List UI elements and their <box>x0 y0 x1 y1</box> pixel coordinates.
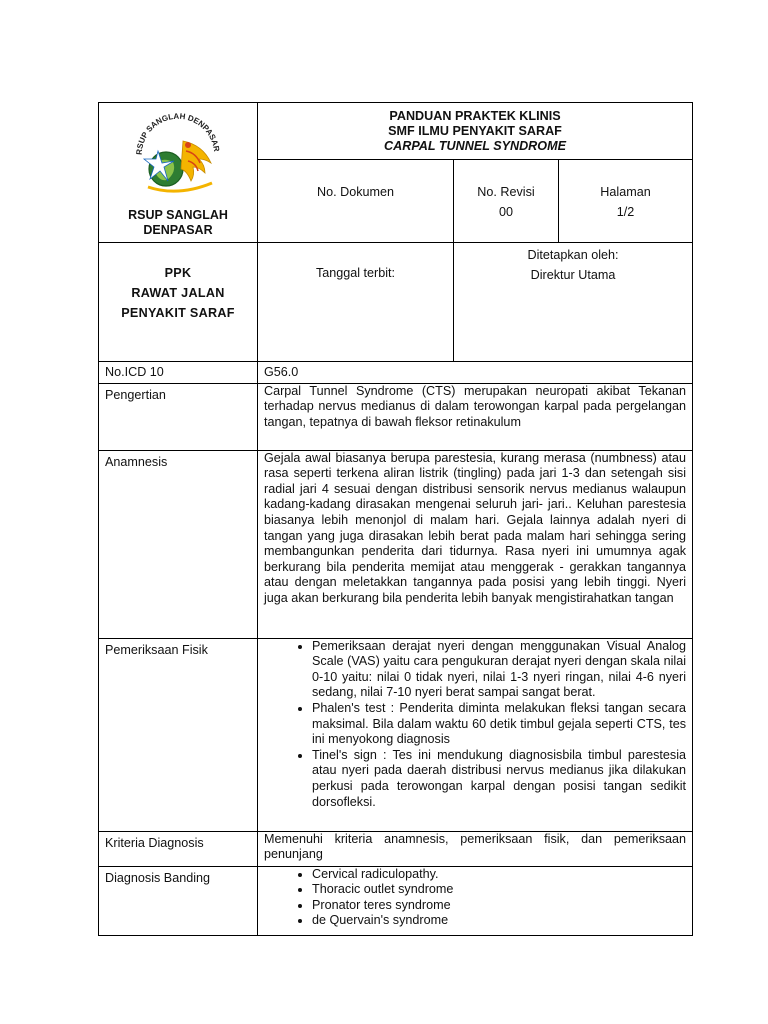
no-dokumen-cell <box>258 159 454 242</box>
diagnosis-banding-content <box>258 866 693 935</box>
pemeriksaan-fisik-content <box>258 638 693 831</box>
kriteria-diagnosis-label: Kriteria Diagnosis <box>99 831 258 866</box>
ditetapkan-label: Ditetapkan oleh: <box>527 247 619 262</box>
ditetapkan-cell <box>454 242 693 361</box>
anamnesis-label: Anamnesis <box>99 450 258 638</box>
icd-label: No.ICD 10 <box>99 361 258 383</box>
pemeriksaan-fisik-label: Pemeriksaan Fisik <box>99 638 258 831</box>
pengertian-label: Pengertian <box>99 383 258 450</box>
svg-text:RSUP SANGLAH DENPASAR: RSUP SANGLAH DENPASAR <box>134 111 222 156</box>
no-dokumen-label: No. Dokumen <box>317 184 394 199</box>
list-item: • Cervical radiculopathy. <box>312 867 686 883</box>
ppk-line-1: PPK <box>164 265 192 280</box>
hospital-logo-cell <box>99 103 258 243</box>
diagnosis-banding-list <box>264 867 686 929</box>
pemeriksaan-fisik-list <box>264 639 686 811</box>
ppk-line-2: RAWAT JALAN <box>131 285 225 300</box>
tanggal-terbit-cell <box>258 242 454 361</box>
no-revisi-cell <box>454 159 559 242</box>
list-item: • Thoracic outlet syndrome <box>312 882 686 898</box>
ditetapkan-value: Direktur Utama <box>530 267 616 282</box>
hospital-logo <box>128 111 228 201</box>
halaman-label: Halaman <box>600 184 651 199</box>
list-item: • Tinel's sign : Tes ini mendukung diagnosisbila timbul parestesia atau nyeri pada daerah distribusi nervus medianus jika dilakukan perkusi pada terowongan karpal dengan posisi tangan sedikit dorsofleksi. <box>312 748 686 810</box>
title-line-3: CARPAL TUNNEL SYNDROME <box>384 139 566 153</box>
list-item: • Pronator teres syndrome <box>312 898 686 914</box>
document-title-cell <box>258 103 693 160</box>
no-revisi-label: No. Revisi <box>477 184 535 199</box>
list-item: • de Quervain's syndrome <box>312 913 686 929</box>
title-line-1: PANDUAN PRAKTEK KLINIS <box>389 109 561 123</box>
guideline-table <box>98 102 693 936</box>
kriteria-diagnosis-text: Memenuhi kriteria anamnesis, pemeriksaan fisik, dan pemeriksaan penunjang <box>258 831 693 866</box>
ppk-line-3: PENYAKIT SARAF <box>121 305 235 320</box>
halaman-value: 1/2 <box>616 204 635 219</box>
pengertian-text: Carpal Tunnel Syndrome (CTS) merupakan neuropati akibat Tekanan terhadap nervus medianus di dalam terowongan karpal pada pergelangan tangan, tepatnya di bawah fleksor retinakulum <box>258 383 693 450</box>
list-item: • Phalen's test : Penderita diminta melakukan fleksi tangan secara maksimal. Bila dalam waktu 60 detik timbul gejala seperti CTS, tes ini menyokong diagnosis <box>312 701 686 748</box>
title-line-2: SMF ILMU PENYAKIT SARAF <box>388 124 562 138</box>
halaman-cell <box>559 159 693 242</box>
tanggal-terbit-label: Tanggal terbit: <box>315 265 396 280</box>
anamnesis-text: Gejala awal biasanya berupa parestesia, kurang merasa (numbness) atau rasa seperti terkena aliran listrik (tingling) pada jari 1-3 dan setengah sisi radial jari 4 sesuai dengan distribusi sensorik nervus medianus walaupun kadang-kadang dirasakan mengenai seluruh jari- jari.. Keluhan parestesia biasanya lebih menonjol di malam hari. Gejala lainnya adalah nyeri di tangan yang juga dirasakan lebih berat pada malam hari sehingga sering membangunkan penderita dari tidurnya. Rasa nyeri ini umumnya agak berkurang bila penderita memijat atau menggerak - gerakkan tangannya atau dengan meletakkan tangannya pada posisi yang lebih tinggi. Nyeri juga akan berkurang bila penderita lebih banyak mengistirahatkan tangan <box>258 450 693 638</box>
list-item: • Pemeriksaan derajat nyeri dengan menggunakan Visual Analog Scale (VAS) yaitu cara pengukuran derajat nyeri dengan skala nilai 0-10 yaitu: nilai 0 tidak nyeri, nilai 1-3 nyeri ringan, nilai 4-6 nyeri sedang, nilai 7-10 nyeri berat sampai sangat berat. <box>312 639 686 701</box>
hospital-name: RSUP SANGLAH DENPASAR <box>128 207 228 237</box>
ppk-cell <box>99 242 258 361</box>
icd-value: G56.0 <box>258 361 693 383</box>
clinical-guideline-document <box>98 102 692 936</box>
diagnosis-banding-label: Diagnosis Banding <box>99 866 258 935</box>
no-revisi-value: 00 <box>498 204 513 219</box>
